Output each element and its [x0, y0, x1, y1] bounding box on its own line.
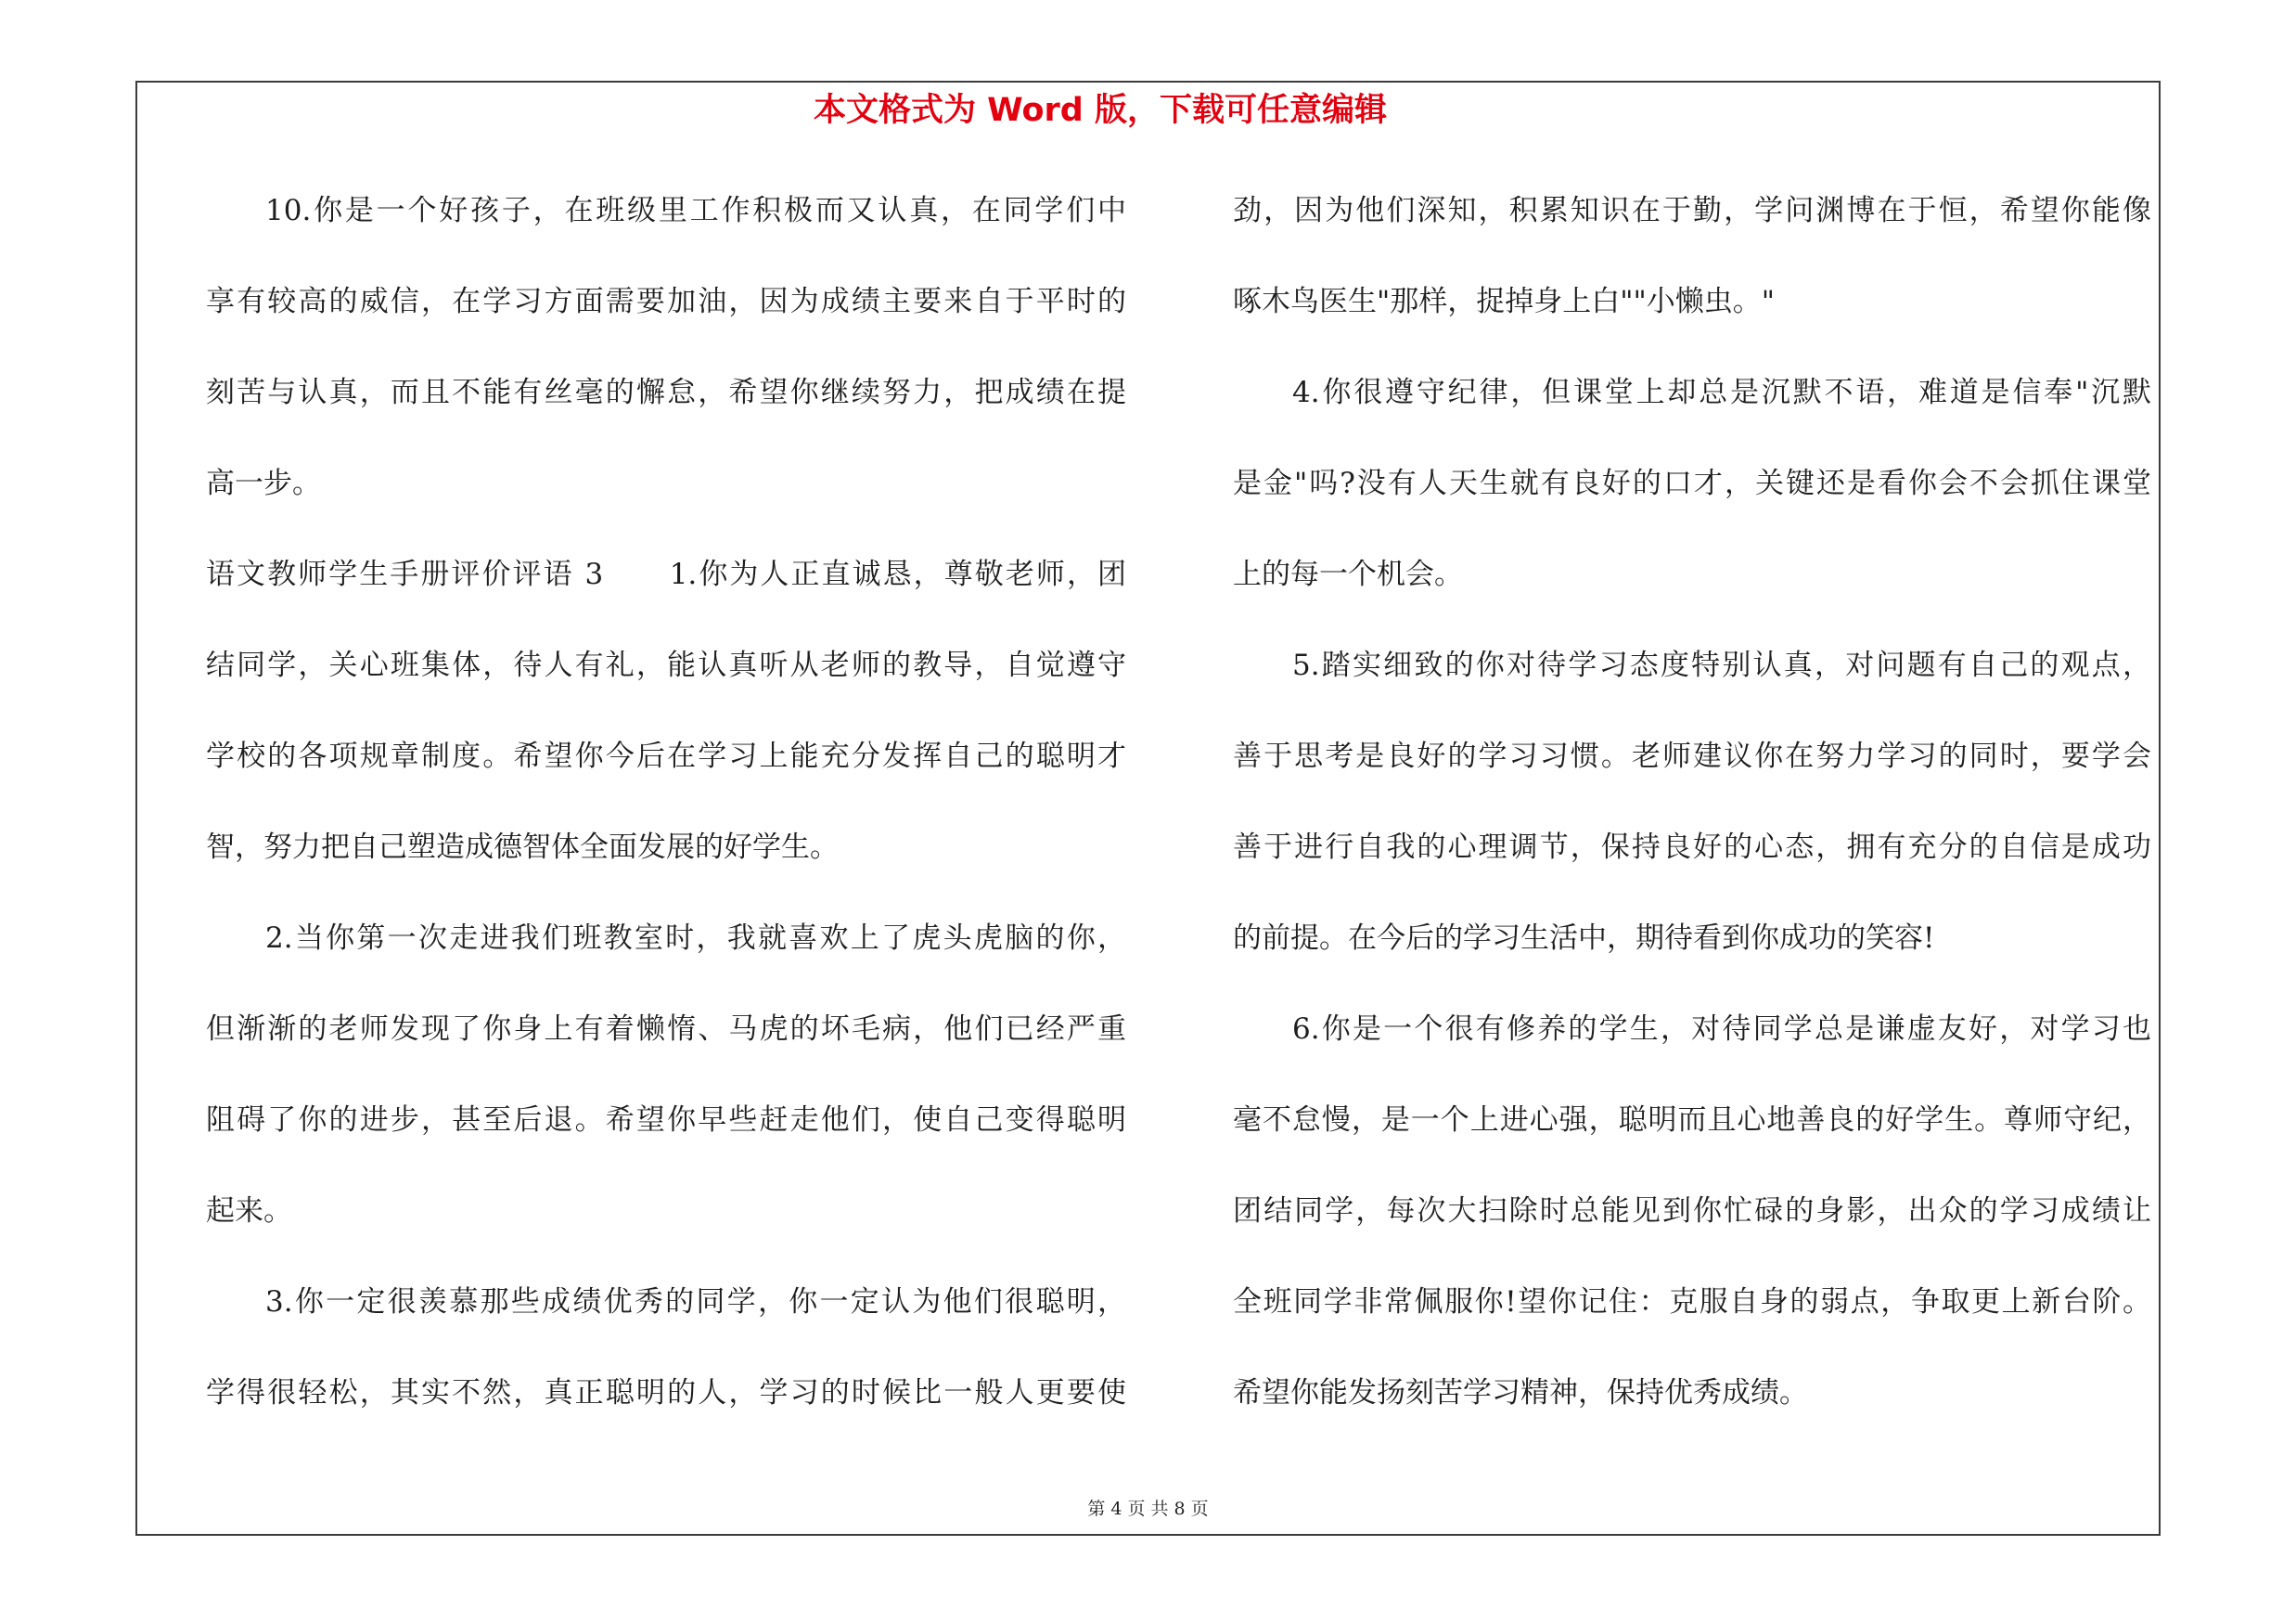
text-line: 刻苦与认真，而且不能有丝毫的懈怠，希望你继续努力，把成绩在提 [206, 376, 1126, 409]
text-line: 全班同学非常佩服你!望你记住：克服自身的弱点，争取更上新台阶。 [1233, 1285, 2151, 1319]
text-line: 毫不怠慢，是一个上进心强，聪明而且心地善良的好学生。尊师守纪， [1233, 1103, 2151, 1137]
text-line: 善于思考是良好的学习习惯。老师建议你在努力学习的同时，要学会 [1233, 740, 2151, 773]
text-line: 5.踏实细致的你对待学习态度特别认真，对问题有自己的观点， [1292, 649, 2151, 682]
text-line: 希望你能发扬刻苦学习精神，保持优秀成绩。 [1233, 1376, 1808, 1410]
text-line: 啄木鸟医生"那样，捉掉身上白""小懒虫。" [1233, 285, 1776, 318]
text-line: 团结同学，每次大扫除时总能见到你忙碌的身影，出众的学习成绩让 [1233, 1194, 2151, 1228]
text-line: 语文教师学生手册评价评语 3 1.你为人正直诚恳，尊敬老师，团 [206, 558, 1126, 591]
text-line: 享有较高的威信，在学习方面需要加油，因为成绩主要来自于平时的 [206, 285, 1126, 318]
text-line: 劲，因为他们深知，积累知识在于勤，学问渊博在于恒，希望你能像 [1233, 194, 2151, 227]
text-line: 是金"吗?没有人天生就有良好的口才，关键还是看你会不会抓住课堂 [1233, 467, 2151, 500]
text-line: 6.你是一个很有修养的学生，对待同学总是谦虚友好，对学习也 [1292, 1012, 2151, 1046]
page-number-footer: 第 4 页 共 8 页 [1087, 1499, 1209, 1519]
text-line: 10.你是一个好孩子，在班级里工作积极而又认真，在同学们中 [265, 194, 1126, 227]
text-line: 阻碍了你的进步，甚至后退。希望你早些赶走他们，使自己变得聪明 [206, 1103, 1126, 1137]
text-line: 学校的各项规章制度。希望你今后在学习上能充分发挥自己的聪明才 [206, 740, 1126, 773]
right-column [1233, 165, 2151, 1438]
text-line: 学得很轻松，其实不然，真正聪明的人，学习的时候比一般人更要使 [206, 1376, 1126, 1410]
text-line: 起来。 [206, 1194, 292, 1228]
text-line: 2.当你第一次走进我们班教室时，我就喜欢上了虎头虎脑的你， [265, 921, 1126, 955]
text-line: 3.你一定很羡慕那些成绩优秀的同学，你一定认为他们很聪明， [265, 1285, 1126, 1319]
text-line: 高一步。 [206, 467, 321, 500]
text-line: 4.你很遵守纪律，但课堂上却总是沉默不语，难道是信奉"沉默 [1292, 376, 2151, 409]
text-line: 上的每一个机会。 [1233, 558, 1463, 591]
text-line: 结同学，关心班集体，待人有礼，能认真听从老师的教导，自觉遵守 [206, 649, 1126, 682]
text-line: 但渐渐的老师发现了你身上有着懒惰、马虎的坏毛病，他们已经严重 [206, 1012, 1126, 1046]
text-line: 的前提。在今后的学习生活中，期待看到你成功的笑容! [1233, 921, 1935, 955]
left-column [206, 165, 1126, 1438]
text-line: 智，努力把自己塑造成德智体全面发展的好学生。 [206, 831, 839, 864]
text-line: 善于进行自我的心理调节，保持良好的心态，拥有充分的自信是成功 [1233, 831, 2151, 864]
format-notice-banner: 本文格式为 Word 版，下载可任意编辑 [813, 92, 1388, 129]
